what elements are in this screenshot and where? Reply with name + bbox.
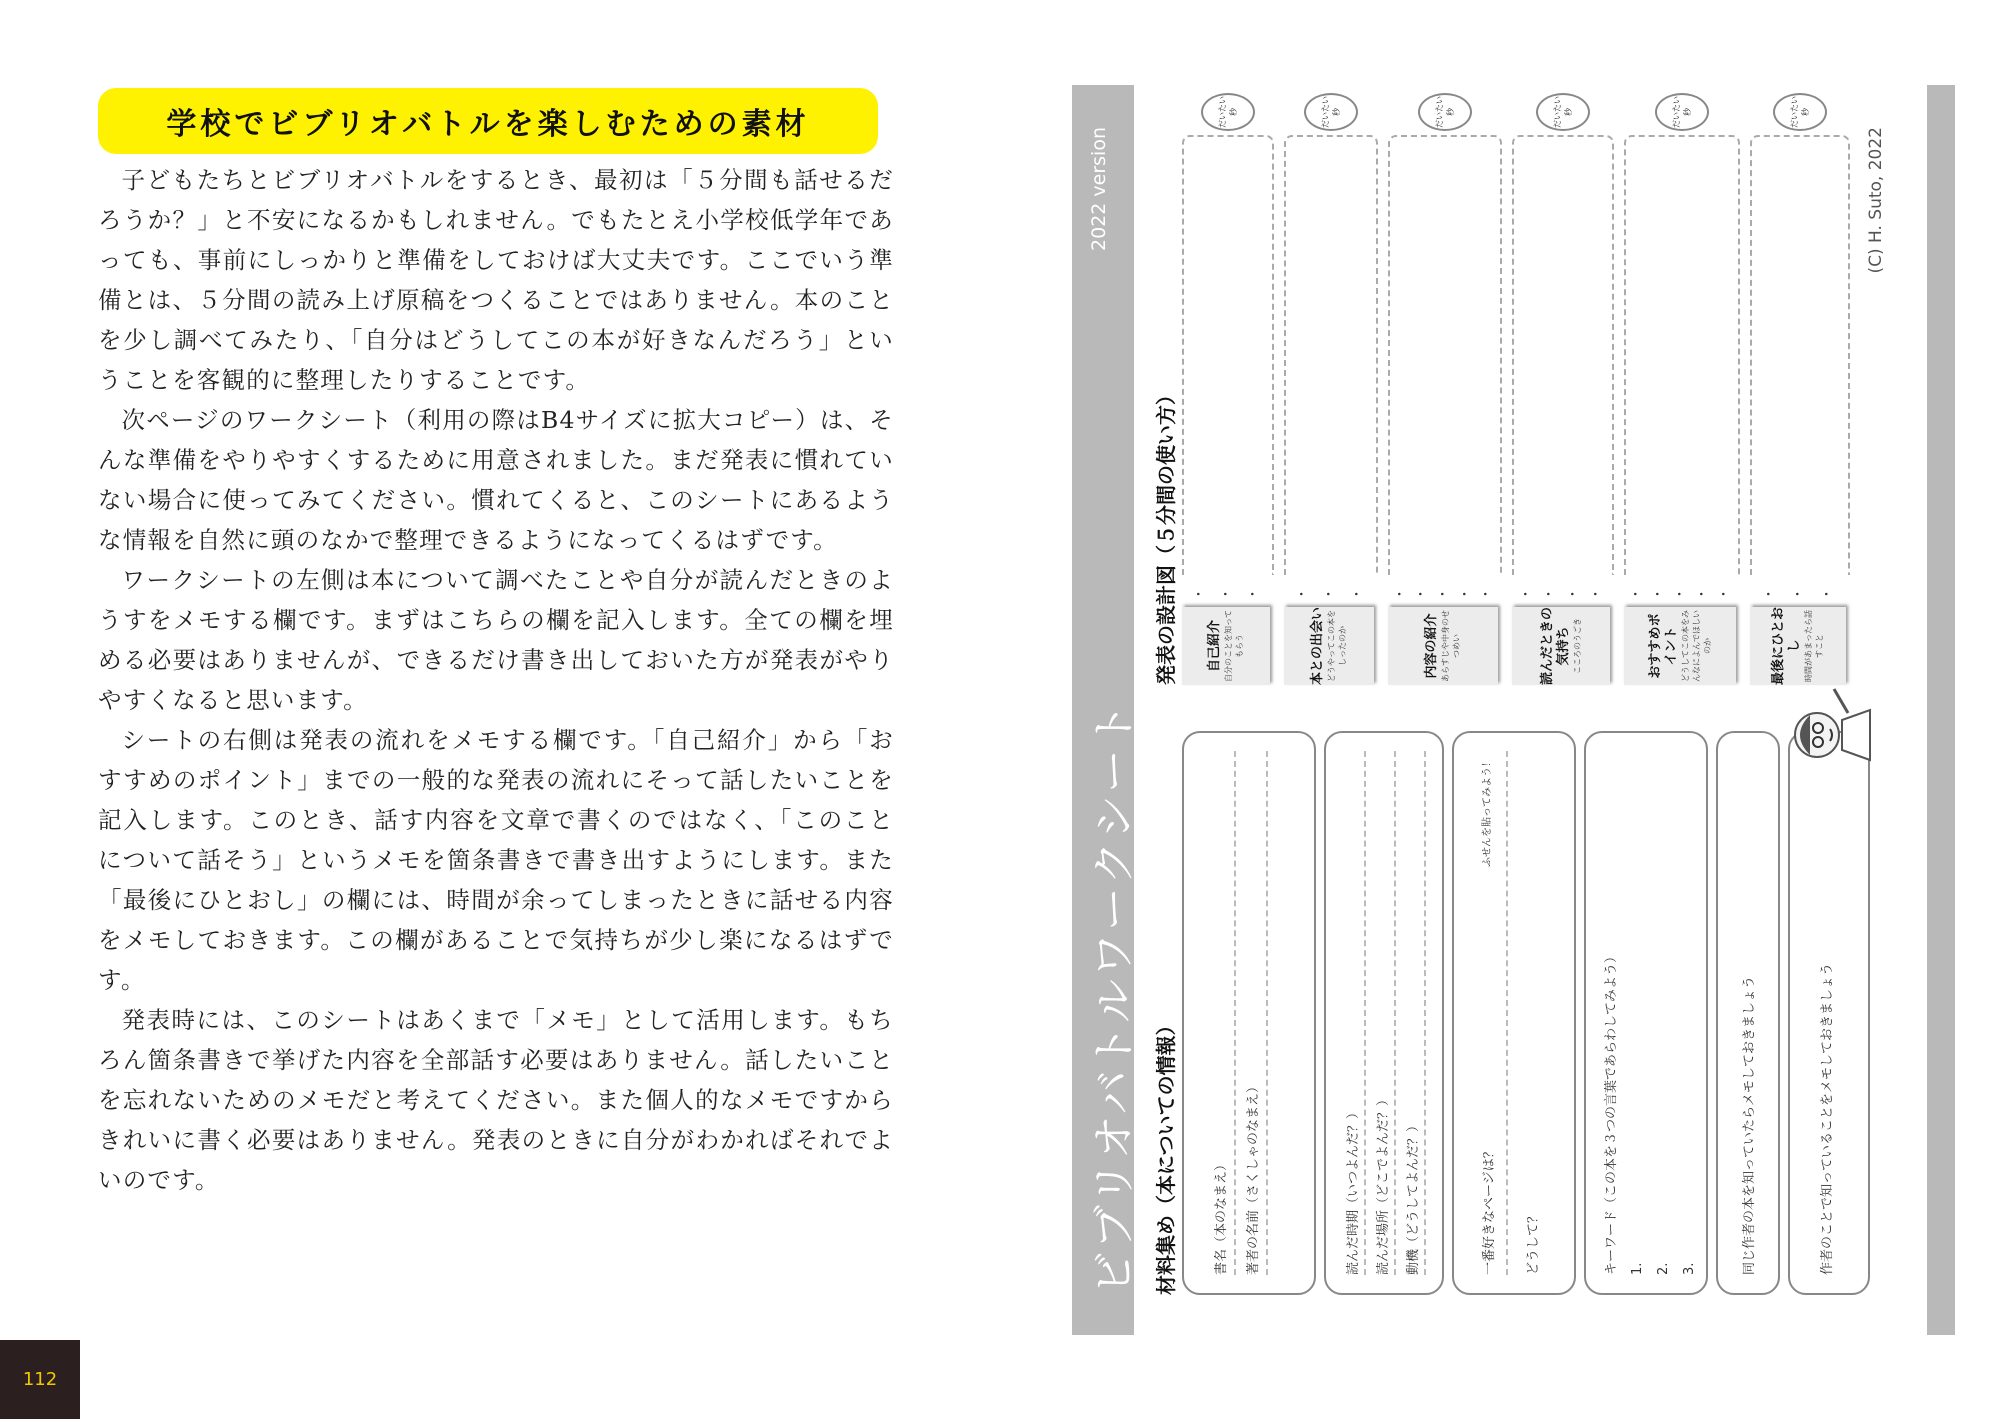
- seconds-bubble: [1655, 93, 1709, 131]
- bubble-top-label: だいたい: [1672, 96, 1681, 128]
- keyword-2: 2.: [1656, 1262, 1671, 1275]
- author-label: 著者の名前（さくしゃのなまえ）: [1246, 1079, 1261, 1275]
- about-author-label: 作者のことで知っていることをメモしておきましょう: [1820, 962, 1835, 1275]
- bullet-dot: ・: [1629, 587, 1645, 601]
- row-sublabel: あらすじや中身のせつめい: [1441, 610, 1461, 682]
- design-row-encounter: [1284, 95, 1374, 685]
- book-title-label: 書名（本のなまえ）: [1214, 1157, 1229, 1275]
- worksheet-title: ビブリオバトルワークシート: [1089, 700, 1140, 1295]
- bullet-dot: ・: [1435, 587, 1452, 601]
- row-tag: [1512, 607, 1610, 685]
- design-row-feelings: [1512, 95, 1610, 685]
- why-question-label: どうして？: [1526, 1209, 1541, 1275]
- seconds-bubble: [1773, 93, 1827, 131]
- bubble-top-label: だいたい: [1218, 96, 1227, 128]
- note-area: [1284, 135, 1378, 575]
- bullet-dot: ・: [1392, 587, 1409, 601]
- bullet-dots: [1624, 587, 1736, 601]
- reading-info-panel: [1324, 731, 1444, 1295]
- paragraph: ワークシートの左側は本について調べたことや自分が読んだときのようすをメモする欄です。まずはこちらの欄を記入します。全ての欄を埋める必要はありませんが、できるだけ書き出しておいた方が発表がやりやすくなると思います。: [98, 566, 894, 714]
- writing-line: [1266, 751, 1268, 1275]
- paragraph: 次ページのワークシート（利用の際はB4サイズに拡大コピー）は、そんな準備をやりやすくするために用意されました。まだ発表に慣れていない場合に使ってみてください。慣れてくると、このシートにあるような情報を自然に頭のなかで整理できるようになってくるはずです。: [98, 406, 894, 554]
- note-area: [1624, 135, 1740, 575]
- keywords-panel: [1584, 731, 1708, 1295]
- row-tag: [1284, 607, 1374, 685]
- seconds-bubble: [1304, 93, 1358, 131]
- bubble-unit: 秒: [1446, 108, 1455, 116]
- design-section-title: 発表の設計図（５分間の使い方）: [1154, 385, 1178, 685]
- bullet-dot: ・: [1457, 587, 1474, 601]
- note-area: [1750, 135, 1850, 575]
- bullet-dot: ・: [1542, 587, 1559, 601]
- row-label: 内容の紹介: [1424, 613, 1439, 679]
- row-sublabel: どうしてこの本をみんなによんでほしいのか: [1680, 610, 1712, 682]
- note-area: [1512, 135, 1614, 575]
- row-label: おすすめポイント: [1647, 613, 1679, 679]
- row-label: 読んだときの気持ち: [1539, 606, 1571, 685]
- bubble-unit: 秒: [1801, 108, 1810, 116]
- seconds-bubble: [1418, 93, 1472, 131]
- bullet-dot: ・: [1192, 587, 1208, 601]
- row-label: 本との出会い: [1310, 606, 1325, 685]
- bullet-dot: ・: [1219, 587, 1235, 601]
- worksheet-version: 2022 version: [1088, 127, 1110, 251]
- row-tag: [1624, 607, 1736, 685]
- seconds-bubble: [1536, 93, 1590, 131]
- row-sublabel: 時間があまったら話すこと: [1804, 610, 1824, 682]
- bullet-dot: ・: [1349, 587, 1366, 601]
- bullet-dots: [1512, 587, 1610, 601]
- seconds-bubble: [1201, 93, 1255, 131]
- bullet-dot: ・: [1762, 587, 1778, 601]
- bullet-dot: ・: [1651, 587, 1667, 601]
- bullet-dots: [1284, 587, 1374, 601]
- bullet-dot: ・: [1791, 587, 1807, 601]
- design-row-final-push: [1750, 95, 1846, 685]
- keywords-label: キーワード（この本を３つの言葉であらわしてみよう）: [1604, 949, 1619, 1275]
- bullet-dot: ・: [1518, 587, 1535, 601]
- writing-line: [1364, 751, 1366, 1275]
- bullet-dot: ・: [1322, 587, 1338, 601]
- section-title-banner: [98, 88, 878, 154]
- bullet-dots: [1750, 587, 1846, 601]
- bubble-unit: 秒: [1564, 108, 1573, 116]
- teacher-illustration: [1782, 685, 1872, 775]
- body-text: [98, 160, 894, 1200]
- writing-line: [1234, 751, 1236, 1275]
- bullet-dot: ・: [1246, 587, 1262, 601]
- bubble-top-label: だいたい: [1553, 96, 1562, 128]
- favorite-page-panel: [1452, 731, 1576, 1295]
- same-author-label: 同じ作者の本を知っていたらメモしておきましょう: [1742, 975, 1757, 1275]
- bullet-dot: ・: [1294, 587, 1311, 601]
- bullet-dot: ・: [1717, 587, 1733, 601]
- where-label: 読んだ場所（どこでよんだ？）: [1376, 1092, 1391, 1275]
- page-number: 112: [0, 1340, 80, 1419]
- same-author-panel: [1716, 731, 1780, 1295]
- why-label: 動機（どうしてよんだ？）: [1406, 1118, 1421, 1275]
- bullet-dots: [1388, 587, 1498, 601]
- materials-section-title: 材料集め（本についての情報）: [1154, 1015, 1178, 1295]
- worksheet-header-band: [1072, 85, 1140, 1335]
- bubble-unit: 秒: [1683, 108, 1692, 116]
- row-tag: [1388, 607, 1498, 685]
- bullet-dot: ・: [1820, 587, 1836, 601]
- bullet-dot: ・: [1414, 587, 1431, 601]
- note-area: [1388, 135, 1502, 575]
- sticky-note-hint: ふせんを貼ってみよう！: [1482, 757, 1493, 867]
- design-row-recommend: [1624, 95, 1736, 685]
- about-author-panel: [1788, 731, 1870, 1295]
- row-sublabel: 自分のことを知ってもらう: [1224, 610, 1244, 682]
- paragraph: 発表時には、このシートはあくまで「メモ」として活用します。もちろん箇条書きで挙げた内容を全部話す必要はありません。話したいことを忘れないためのメモだと考えてください。また個人的なメモですからきれいに書く必要はありません。発表のときに自分がわかればそれでよいのです。: [98, 1006, 894, 1194]
- bubble-top-label: だいたい: [1321, 96, 1330, 128]
- bullet-dot: ・: [1565, 587, 1582, 601]
- bullet-dots: [1182, 587, 1270, 601]
- favorite-page-label: 一番好きなページは？: [1482, 1145, 1497, 1275]
- row-tag: [1182, 607, 1270, 685]
- when-label: 読んだ時期（いつよんだ？）: [1346, 1105, 1361, 1275]
- design-row-content: [1388, 95, 1498, 685]
- row-label: 最後にひとおし: [1771, 606, 1802, 685]
- row-label: 自己紹介: [1207, 620, 1222, 673]
- bubble-unit: 秒: [1229, 108, 1238, 116]
- bullet-dot: ・: [1695, 587, 1711, 601]
- design-row-self-intro: [1182, 95, 1270, 685]
- bubble-top-label: だいたい: [1790, 96, 1799, 128]
- writing-line: [1506, 751, 1508, 1275]
- worksheet: [1072, 85, 1955, 1335]
- bullet-dot: ・: [1479, 587, 1496, 601]
- paragraph: シートの右側は発表の流れをメモする欄です。「自己紹介」から「おすすめのポイント」までの一般的な発表の流れにそって話したいことを記入します。このとき、話す内容を文章で書くのではなく、「このことについて話そう」というメモを箇条書きで書き出すようにします。また「最後にひとおし」の欄には、時間が余ってしまったときに話せる内容をメモしておきます。この欄があることで気持ちが少し楽になるはずです。: [98, 726, 894, 994]
- section-title: 学校でビブリオバトルを楽しむための素材: [166, 107, 810, 142]
- book-info-panel: [1182, 731, 1316, 1295]
- worksheet-footer-band: [1927, 85, 1955, 1335]
- worksheet-page: [1072, 85, 1955, 1335]
- keyword-1: 1.: [1630, 1262, 1645, 1275]
- row-sublabel: こころのうごき: [1572, 618, 1582, 674]
- keyword-3: 3.: [1682, 1262, 1697, 1275]
- copyright: (C) H. Suto, 2022: [1866, 127, 1886, 274]
- writing-line: [1394, 751, 1396, 1275]
- row-tag: [1750, 607, 1846, 685]
- bullet-dot: ・: [1673, 587, 1689, 601]
- bullet-dot: ・: [1589, 587, 1606, 601]
- row-sublabel: どうやってこの本をしったのか: [1327, 610, 1347, 682]
- bubble-unit: 秒: [1332, 108, 1341, 116]
- writing-line: [1424, 751, 1426, 1275]
- bubble-top-label: だいたい: [1435, 96, 1444, 128]
- paragraph: 子どもたちとビブリオバトルをするとき、最初は「５分間も話せるだろうか？」と不安になるかもしれません。でもたとえ小学校低学年であっても、事前にしっかりと準備をしておけば大丈夫です。ここでいう準備とは、５分間の読み上げ原稿をつくることではありません。本のことを少し調べてみたり、「自分はどうしてこの本が好きなんだろう」ということを客観的に整理したりすることです。: [98, 166, 894, 394]
- note-area: [1182, 135, 1274, 575]
